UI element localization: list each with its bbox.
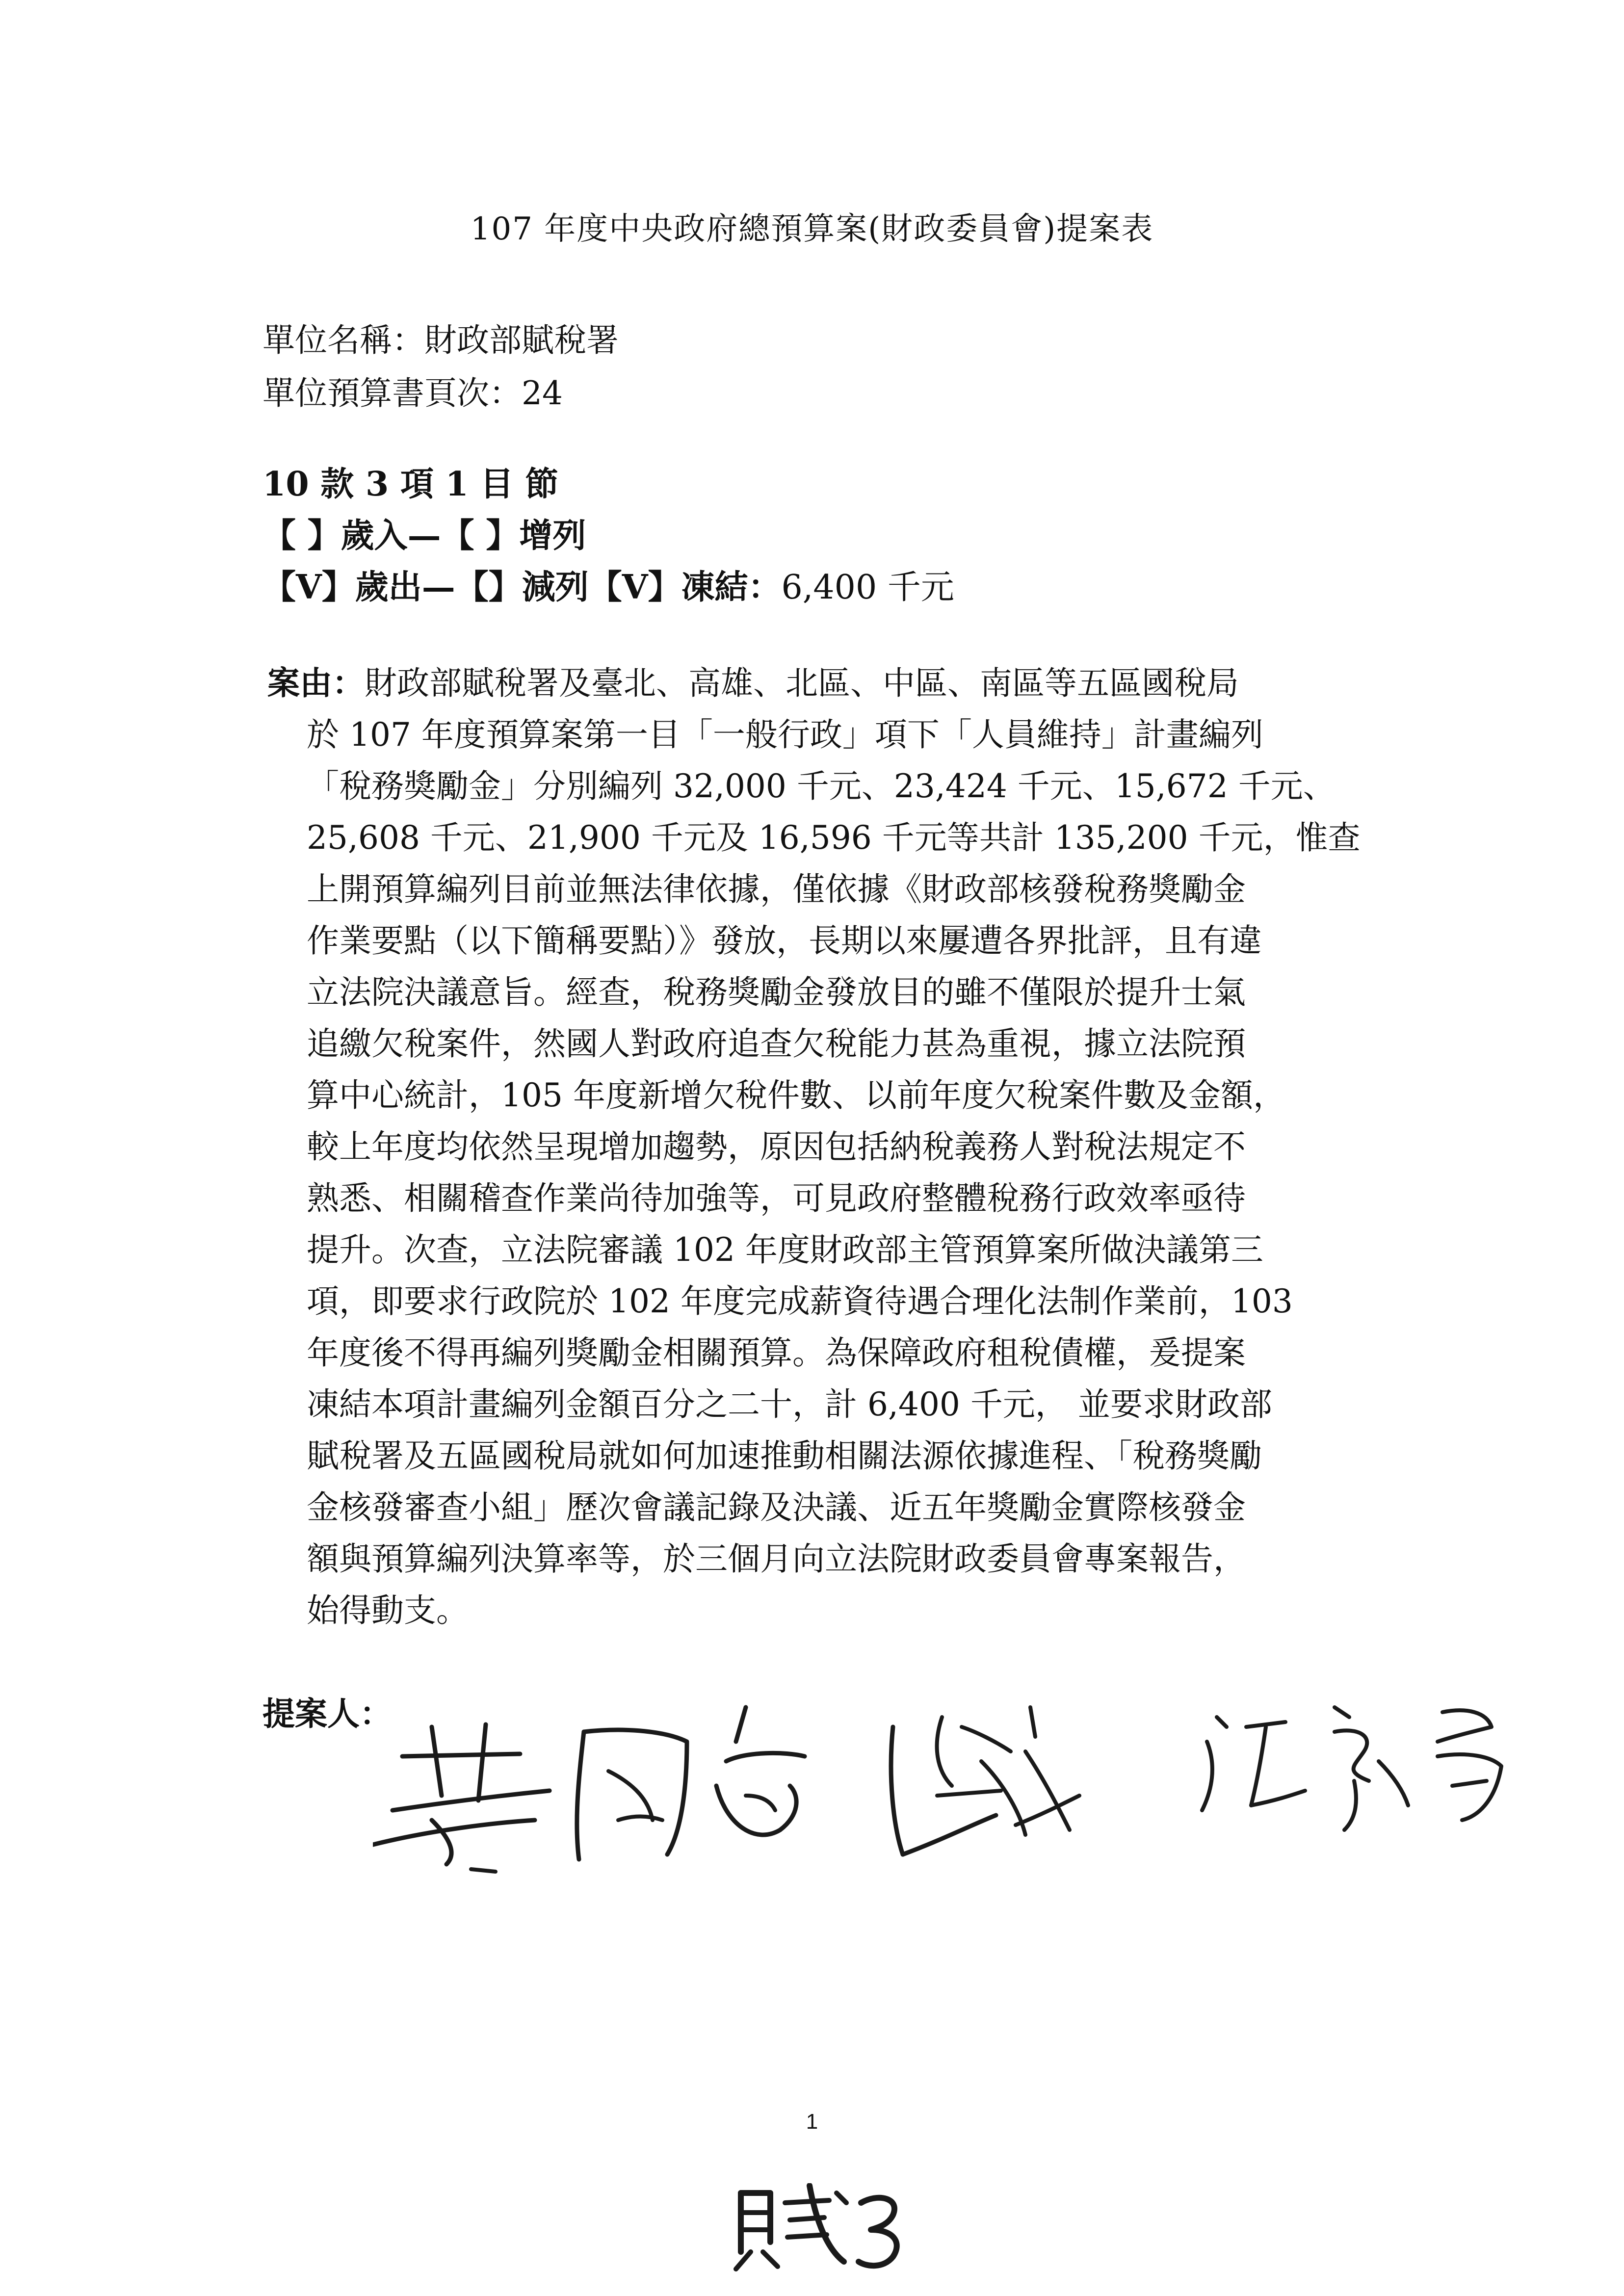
budget-heading (262, 459, 954, 613)
budget-item: 10 款 3 項 1 目 節 (262, 465, 559, 504)
reason-label: 案由： (267, 664, 365, 702)
reason-text: 財政部賦稅署及臺北、高雄、北區、中區、南區等五區國稅局 (365, 664, 1239, 702)
reason-line: 算中心統計，105 年度新增欠稅件數、以前年度欠稅案件數及金額， (307, 1076, 1285, 1114)
unit-name: 單位名稱：財政部賦稅署 (262, 321, 619, 359)
reason-line: 項，即要求行政院於 102 年度完成薪資待遇合理化法制作業前，103 (307, 1282, 1293, 1320)
reason-line: 提升。次查，立法院審議 102 年度財政部主管預算案所做決議第三 (307, 1231, 1263, 1269)
reason-line: 始得動支。 (307, 1592, 469, 1629)
reason-line: 金核發審查小組」歷次會議記錄及決議、近五年獎勵金實際核發金 (307, 1488, 1246, 1526)
handwritten-stamp (731, 2183, 917, 2271)
expenditure-line (262, 562, 954, 613)
reason-section (267, 657, 1435, 1636)
reason-line: 25,608 千元、21,900 千元及 16,596 千元等共計 135,200 千元，惟查 (307, 819, 1361, 857)
stamp-number (859, 2198, 897, 2266)
page-number: 1 (806, 2110, 818, 2134)
reason-line: 年度後不得再編列獎勵金相關預算。為保障政府租稅債權，爰提案 (307, 1334, 1246, 1372)
signature-3 (891, 1707, 1079, 1854)
reason-line: 凍結本項計畫編列金額百分之二十，計 6,400 千元， 並要求財政部 (307, 1385, 1272, 1423)
reason-line: 作業要點（以下簡稱要點）》發放，長期以來屢遭各界批評，且有違 (307, 922, 1262, 960)
reason-line: 立法院決議意旨。經查，稅務獎勵金發放目的雖不僅限於提升士氣 (307, 973, 1246, 1011)
reason-line: 追繳欠稅案件，然國人對政府追查欠稅能力甚為重視，據立法院預 (307, 1025, 1246, 1063)
reason-line: 於 107 年度預算案第一目「一般行政」項下「人員維持」計畫編列 (307, 716, 1263, 754)
signature-4 (1202, 1707, 1501, 1830)
reason-line: 賦稅署及五區國稅局就如何加速推動相關法源依據進程、「稅務獎勵 (307, 1437, 1262, 1475)
stamp-glyph (736, 2186, 846, 2269)
reason-line (267, 657, 1435, 709)
signature-2 (577, 1707, 805, 1859)
budget-page: 單位預算書頁次：24 (262, 374, 563, 412)
reason-line: 熟悉、相關稽查作業尚待加強等，可見政府整體稅務行政效率亟待 (307, 1179, 1246, 1217)
signature-1 (373, 1724, 550, 1872)
signatures-handwritten (373, 1697, 1550, 1904)
document-title: 107 年度中央政府總預算案(財政委員會)提案表 (470, 211, 1154, 247)
proposer-label: 提案人： (262, 1695, 392, 1733)
revenue-line: 【 】歲入—【 】增列 (262, 516, 586, 555)
reason-line: 額與預算編列決算率等，於三個月向立法院財政委員會專案報告， (307, 1540, 1246, 1578)
unit-info (262, 314, 619, 420)
expenditure-label: 【V】歲出—【】減列【V】凍結： (262, 568, 782, 607)
reason-line: 較上年度均依然呈現增加趨勢，原因包括納稅義務人對稅法規定不 (307, 1128, 1246, 1166)
reason-line: 上開預算編列目前並無法律依據，僅依據《財政部核發稅務獎勵金 (307, 870, 1246, 908)
freeze-amount: 6,400 千元 (781, 568, 954, 607)
reason-line: 「稅務獎勵金」分別編列 32,000 千元、23,424 千元、15,672 千元、 (307, 767, 1336, 805)
